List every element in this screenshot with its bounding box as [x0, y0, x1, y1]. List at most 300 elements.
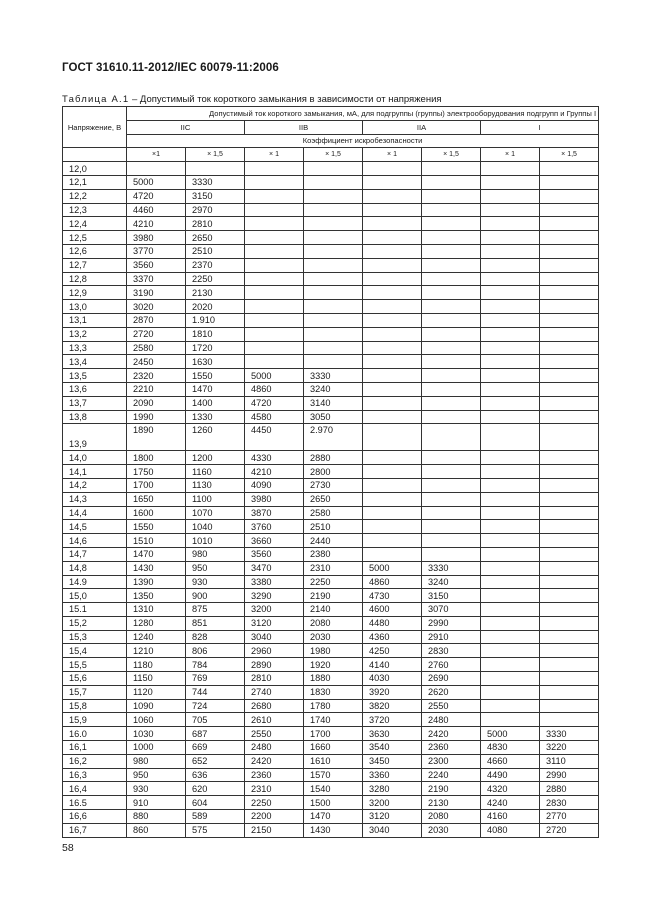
current-cell	[422, 369, 481, 383]
current-cell: 2720	[127, 327, 186, 341]
current-cell: 1630	[186, 355, 245, 369]
current-cell	[481, 217, 540, 231]
current-cell	[304, 162, 363, 176]
current-cell: 1350	[127, 589, 186, 603]
voltage-header: Напряжение, В	[63, 107, 127, 148]
current-cell: 3140	[304, 396, 363, 410]
sub-header: × 1,5	[186, 148, 245, 162]
voltage-cell: 12,9	[63, 286, 127, 300]
current-cell: 828	[186, 630, 245, 644]
voltage-cell: 15,5	[63, 658, 127, 672]
voltage-cell: 12,1	[63, 175, 127, 189]
sub-header: × 1,5	[304, 148, 363, 162]
current-cell	[304, 327, 363, 341]
current-cell: 2370	[186, 258, 245, 272]
table-caption-text: – Допустимый ток короткого замыкания в зависимости от напряжения	[129, 94, 442, 105]
current-cell: 2960	[245, 644, 304, 658]
current-cell: 3240	[422, 575, 481, 589]
current-cell: 1920	[304, 658, 363, 672]
sub-header: × 1,5	[540, 148, 599, 162]
voltage-cell: 16,3	[63, 768, 127, 782]
current-cell: 1430	[304, 823, 363, 837]
current-cell: 5000	[363, 561, 422, 575]
voltage-cell: 15,2	[63, 616, 127, 630]
current-cell: 2870	[127, 313, 186, 327]
current-cell: 1130	[186, 478, 245, 492]
current-cell: 2130	[422, 796, 481, 810]
table-row	[63, 175, 599, 189]
current-cell	[363, 424, 422, 451]
current-cell: 3560	[245, 547, 304, 561]
current-cell	[245, 244, 304, 258]
current-cell	[481, 616, 540, 630]
current-cell: 1980	[304, 644, 363, 658]
current-cell: 1100	[186, 492, 245, 506]
current-cell	[245, 327, 304, 341]
current-cell: 724	[186, 699, 245, 713]
current-cell	[481, 658, 540, 672]
current-cell: 2880	[304, 451, 363, 465]
current-cell: 930	[186, 575, 245, 589]
current-cell: 3150	[422, 589, 481, 603]
current-cell: 4490	[481, 768, 540, 782]
current-cell: 4830	[481, 741, 540, 755]
current-cell	[540, 189, 599, 203]
current-cell	[540, 175, 599, 189]
voltage-cell: 16,2	[63, 754, 127, 768]
current-cell	[363, 341, 422, 355]
voltage-cell: 15,7	[63, 685, 127, 699]
current-cell: 2250	[304, 575, 363, 589]
current-cell: 3330	[422, 561, 481, 575]
current-cell: 2580	[304, 506, 363, 520]
current-cell	[540, 258, 599, 272]
current-cell: 1830	[304, 685, 363, 699]
current-cell: 1160	[186, 465, 245, 479]
voltage-cell: 13,7	[63, 396, 127, 410]
current-cell: 4730	[363, 589, 422, 603]
current-cell	[481, 231, 540, 245]
current-cell	[540, 424, 599, 451]
current-cell: 3560	[127, 258, 186, 272]
voltage-cell: 16,6	[63, 810, 127, 824]
current-cell: 4720	[245, 396, 304, 410]
current-cell: 2130	[186, 286, 245, 300]
current-cell	[363, 244, 422, 258]
current-cell: 1890	[127, 424, 186, 451]
current-cell: 2250	[186, 272, 245, 286]
voltage-cell: 12,5	[63, 231, 127, 245]
current-cell: 1610	[304, 754, 363, 768]
table-row	[63, 534, 599, 548]
group-header-iia: IIA	[363, 120, 481, 134]
current-cell	[481, 685, 540, 699]
current-cell: 4210	[127, 217, 186, 231]
current-cell: 3450	[363, 754, 422, 768]
current-cell: 1280	[127, 616, 186, 630]
current-cell: 3770	[127, 244, 186, 258]
table-row	[63, 727, 599, 741]
current-cell: 1470	[127, 547, 186, 561]
current-cell: 3870	[245, 506, 304, 520]
table-row	[63, 561, 599, 575]
current-cell: 4160	[481, 810, 540, 824]
current-cell: 3240	[304, 382, 363, 396]
current-cell: 669	[186, 741, 245, 755]
voltage-cell: 16.5	[63, 796, 127, 810]
current-cell: 1240	[127, 630, 186, 644]
current-cell	[363, 547, 422, 561]
voltage-cell: 15,3	[63, 630, 127, 644]
current-cell: 2650	[186, 231, 245, 245]
current-cell: 2310	[304, 561, 363, 575]
current-cell: 1040	[186, 520, 245, 534]
current-cell	[481, 644, 540, 658]
table-row	[63, 713, 599, 727]
current-cell: 2880	[540, 782, 599, 796]
voltage-cell: 12,4	[63, 217, 127, 231]
current-cell	[540, 369, 599, 383]
current-cell: 4080	[481, 823, 540, 837]
current-cell	[540, 244, 599, 258]
current-cell: 3820	[363, 699, 422, 713]
current-cell: 2990	[422, 616, 481, 630]
current-cell: 4460	[127, 203, 186, 217]
current-cell	[363, 189, 422, 203]
voltage-cell: 16,1	[63, 741, 127, 755]
table-row	[63, 396, 599, 410]
table-row	[63, 741, 599, 755]
current-cell	[422, 217, 481, 231]
sub-header: × 1	[245, 148, 304, 162]
current-cell: 1550	[186, 369, 245, 383]
current-cell: 1210	[127, 644, 186, 658]
current-cell: 4450	[245, 424, 304, 451]
current-cell: 1400	[186, 396, 245, 410]
table-row	[63, 355, 599, 369]
current-cell	[481, 713, 540, 727]
sub-header-empty	[63, 148, 127, 162]
current-cell	[422, 396, 481, 410]
coefficient-header: Коэффициент искробезопасности	[127, 134, 599, 148]
voltage-cell: 16,4	[63, 782, 127, 796]
current-cell: 1990	[127, 410, 186, 424]
current-cell: 4360	[363, 630, 422, 644]
table-row	[63, 465, 599, 479]
table-row	[63, 313, 599, 327]
current-cell: 1660	[304, 741, 363, 755]
current-cell: 1550	[127, 520, 186, 534]
voltage-cell: 12,6	[63, 244, 127, 258]
current-cell	[540, 713, 599, 727]
current-cell	[422, 175, 481, 189]
current-cell: 1120	[127, 685, 186, 699]
current-cell	[540, 589, 599, 603]
table-row	[63, 520, 599, 534]
current-cell: 2190	[422, 782, 481, 796]
current-cell	[481, 313, 540, 327]
current-cell: 2800	[304, 465, 363, 479]
voltage-cell: 12,7	[63, 258, 127, 272]
current-cell	[422, 506, 481, 520]
current-cell	[363, 478, 422, 492]
current-cell	[245, 313, 304, 327]
current-cell: 2.970	[304, 424, 363, 451]
current-cell	[481, 341, 540, 355]
current-cell	[540, 313, 599, 327]
current-cell	[363, 396, 422, 410]
current-cell	[363, 231, 422, 245]
current-cell	[540, 561, 599, 575]
current-cell	[304, 313, 363, 327]
current-cell: 1720	[186, 341, 245, 355]
current-cell: 652	[186, 754, 245, 768]
current-cell: 4860	[363, 575, 422, 589]
current-cell	[540, 272, 599, 286]
current-cell	[422, 382, 481, 396]
current-cell	[363, 465, 422, 479]
table-row	[63, 231, 599, 245]
current-cell: 1310	[127, 603, 186, 617]
table-row	[63, 685, 599, 699]
table-row	[63, 217, 599, 231]
current-cell	[245, 203, 304, 217]
current-cell	[422, 355, 481, 369]
current-cell: 4600	[363, 603, 422, 617]
current-cell: 1750	[127, 465, 186, 479]
current-cell	[304, 231, 363, 245]
page-number: 58	[62, 842, 74, 854]
current-cell: 2320	[127, 369, 186, 383]
current-cell: 1180	[127, 658, 186, 672]
current-cell	[481, 286, 540, 300]
current-cell: 2740	[245, 685, 304, 699]
current-cell: 3330	[304, 369, 363, 383]
current-cell	[363, 175, 422, 189]
current-cell: 2360	[422, 741, 481, 755]
current-cell	[481, 672, 540, 686]
current-cell: 4480	[363, 616, 422, 630]
current-cell: 1570	[304, 768, 363, 782]
current-header: Допустимый ток короткого замыкания, мА, для подгруппы (группы) электрооборудования подгрупп и Группы I	[127, 107, 599, 121]
current-cell	[540, 506, 599, 520]
current-cell: 1330	[186, 410, 245, 424]
table-row	[63, 754, 599, 768]
current-cell: 980	[127, 754, 186, 768]
current-cell: 2830	[422, 644, 481, 658]
current-cell	[540, 575, 599, 589]
current-cell: 3290	[245, 589, 304, 603]
current-cell: 1.910	[186, 313, 245, 327]
voltage-cell: 14,3	[63, 492, 127, 506]
current-cell: 1700	[304, 727, 363, 741]
current-cell	[540, 699, 599, 713]
current-cell: 2550	[245, 727, 304, 741]
current-cell	[304, 175, 363, 189]
group-header-iic: IIC	[127, 120, 245, 134]
current-cell: 2810	[245, 672, 304, 686]
current-cell	[481, 492, 540, 506]
current-cell: 1000	[127, 741, 186, 755]
current-cell	[363, 534, 422, 548]
table-row	[63, 506, 599, 520]
current-cell: 2080	[304, 616, 363, 630]
current-cell: 2890	[245, 658, 304, 672]
current-cell: 2240	[422, 768, 481, 782]
current-cell: 1430	[127, 561, 186, 575]
current-cell	[422, 231, 481, 245]
current-cell: 2210	[127, 382, 186, 396]
current-cell	[304, 286, 363, 300]
current-cell: 2030	[304, 630, 363, 644]
current-cell: 2300	[422, 754, 481, 768]
current-cell: 3200	[245, 603, 304, 617]
current-cell	[422, 520, 481, 534]
current-cell: 1700	[127, 478, 186, 492]
current-cell	[245, 162, 304, 176]
current-cell	[422, 492, 481, 506]
current-cell: 3200	[363, 796, 422, 810]
current-cell	[481, 175, 540, 189]
current-cell	[540, 672, 599, 686]
current-table	[62, 106, 599, 838]
current-cell	[481, 272, 540, 286]
table-row	[63, 796, 599, 810]
current-cell	[540, 396, 599, 410]
current-cell	[481, 478, 540, 492]
current-cell	[245, 286, 304, 300]
table-row	[63, 603, 599, 617]
current-cell	[540, 658, 599, 672]
current-cell	[481, 327, 540, 341]
current-cell	[481, 258, 540, 272]
current-cell: 950	[127, 768, 186, 782]
voltage-cell: 14,5	[63, 520, 127, 534]
table-row	[63, 823, 599, 837]
sub-header: × 1	[363, 148, 422, 162]
current-cell: 2440	[304, 534, 363, 548]
document-title: ГОСТ 31610.11-2012/IEC 60079-11:2006	[62, 62, 279, 74]
current-cell: 3470	[245, 561, 304, 575]
current-cell: 3720	[363, 713, 422, 727]
current-cell	[481, 630, 540, 644]
current-cell	[540, 231, 599, 245]
current-cell: 4330	[245, 451, 304, 465]
current-cell	[481, 451, 540, 465]
current-cell	[540, 286, 599, 300]
current-cell: 1060	[127, 713, 186, 727]
voltage-cell: 13,4	[63, 355, 127, 369]
voltage-cell: 14,6	[63, 534, 127, 548]
current-cell: 2720	[540, 823, 599, 837]
table-row	[63, 369, 599, 383]
current-cell: 2510	[304, 520, 363, 534]
current-cell: 4090	[245, 478, 304, 492]
current-cell	[540, 534, 599, 548]
current-cell: 2550	[422, 699, 481, 713]
current-cell	[481, 603, 540, 617]
table-caption	[62, 94, 442, 105]
table-row	[63, 644, 599, 658]
current-cell: 3040	[245, 630, 304, 644]
current-cell	[422, 341, 481, 355]
current-cell	[540, 410, 599, 424]
current-cell: 620	[186, 782, 245, 796]
current-cell: 3020	[127, 300, 186, 314]
current-cell: 806	[186, 644, 245, 658]
current-cell	[481, 382, 540, 396]
current-cell: 2910	[422, 630, 481, 644]
group-header-iib: IIB	[245, 120, 363, 134]
current-cell	[540, 547, 599, 561]
current-cell	[481, 162, 540, 176]
voltage-cell: 13,1	[63, 313, 127, 327]
current-cell	[422, 313, 481, 327]
voltage-cell: 12,0	[63, 162, 127, 176]
current-cell: 875	[186, 603, 245, 617]
current-cell: 3980	[245, 492, 304, 506]
voltage-cell: 15.1	[63, 603, 127, 617]
voltage-cell: 13,6	[63, 382, 127, 396]
voltage-cell: 14,0	[63, 451, 127, 465]
current-cell	[481, 520, 540, 534]
current-cell	[363, 300, 422, 314]
current-cell: 2480	[422, 713, 481, 727]
current-cell: 744	[186, 685, 245, 699]
table-body	[63, 162, 599, 837]
current-cell	[363, 492, 422, 506]
current-cell: 3980	[127, 231, 186, 245]
table-row	[63, 575, 599, 589]
current-cell	[127, 162, 186, 176]
current-cell	[481, 506, 540, 520]
current-cell: 5000	[127, 175, 186, 189]
voltage-cell: 15,8	[63, 699, 127, 713]
current-cell: 3380	[245, 575, 304, 589]
current-cell	[304, 217, 363, 231]
current-cell	[363, 258, 422, 272]
current-cell: 930	[127, 782, 186, 796]
table-row	[63, 424, 599, 451]
current-cell	[363, 162, 422, 176]
current-cell	[481, 189, 540, 203]
current-cell	[481, 547, 540, 561]
current-cell: 589	[186, 810, 245, 824]
current-cell: 2450	[127, 355, 186, 369]
current-cell	[540, 355, 599, 369]
table-row	[63, 286, 599, 300]
table-row	[63, 782, 599, 796]
current-cell	[304, 203, 363, 217]
current-cell	[363, 382, 422, 396]
table-row	[63, 451, 599, 465]
current-cell: 3370	[127, 272, 186, 286]
current-cell: 3070	[422, 603, 481, 617]
current-cell	[481, 534, 540, 548]
current-cell: 4140	[363, 658, 422, 672]
table-row	[63, 203, 599, 217]
current-cell	[481, 465, 540, 479]
current-cell	[422, 547, 481, 561]
voltage-cell: 14,8	[63, 561, 127, 575]
current-cell: 2690	[422, 672, 481, 686]
current-cell: 2250	[245, 796, 304, 810]
current-cell: 910	[127, 796, 186, 810]
current-cell: 4720	[127, 189, 186, 203]
current-cell	[481, 300, 540, 314]
group-header-i: I	[481, 120, 599, 134]
table-caption-label: Таблица А.1	[62, 94, 130, 105]
